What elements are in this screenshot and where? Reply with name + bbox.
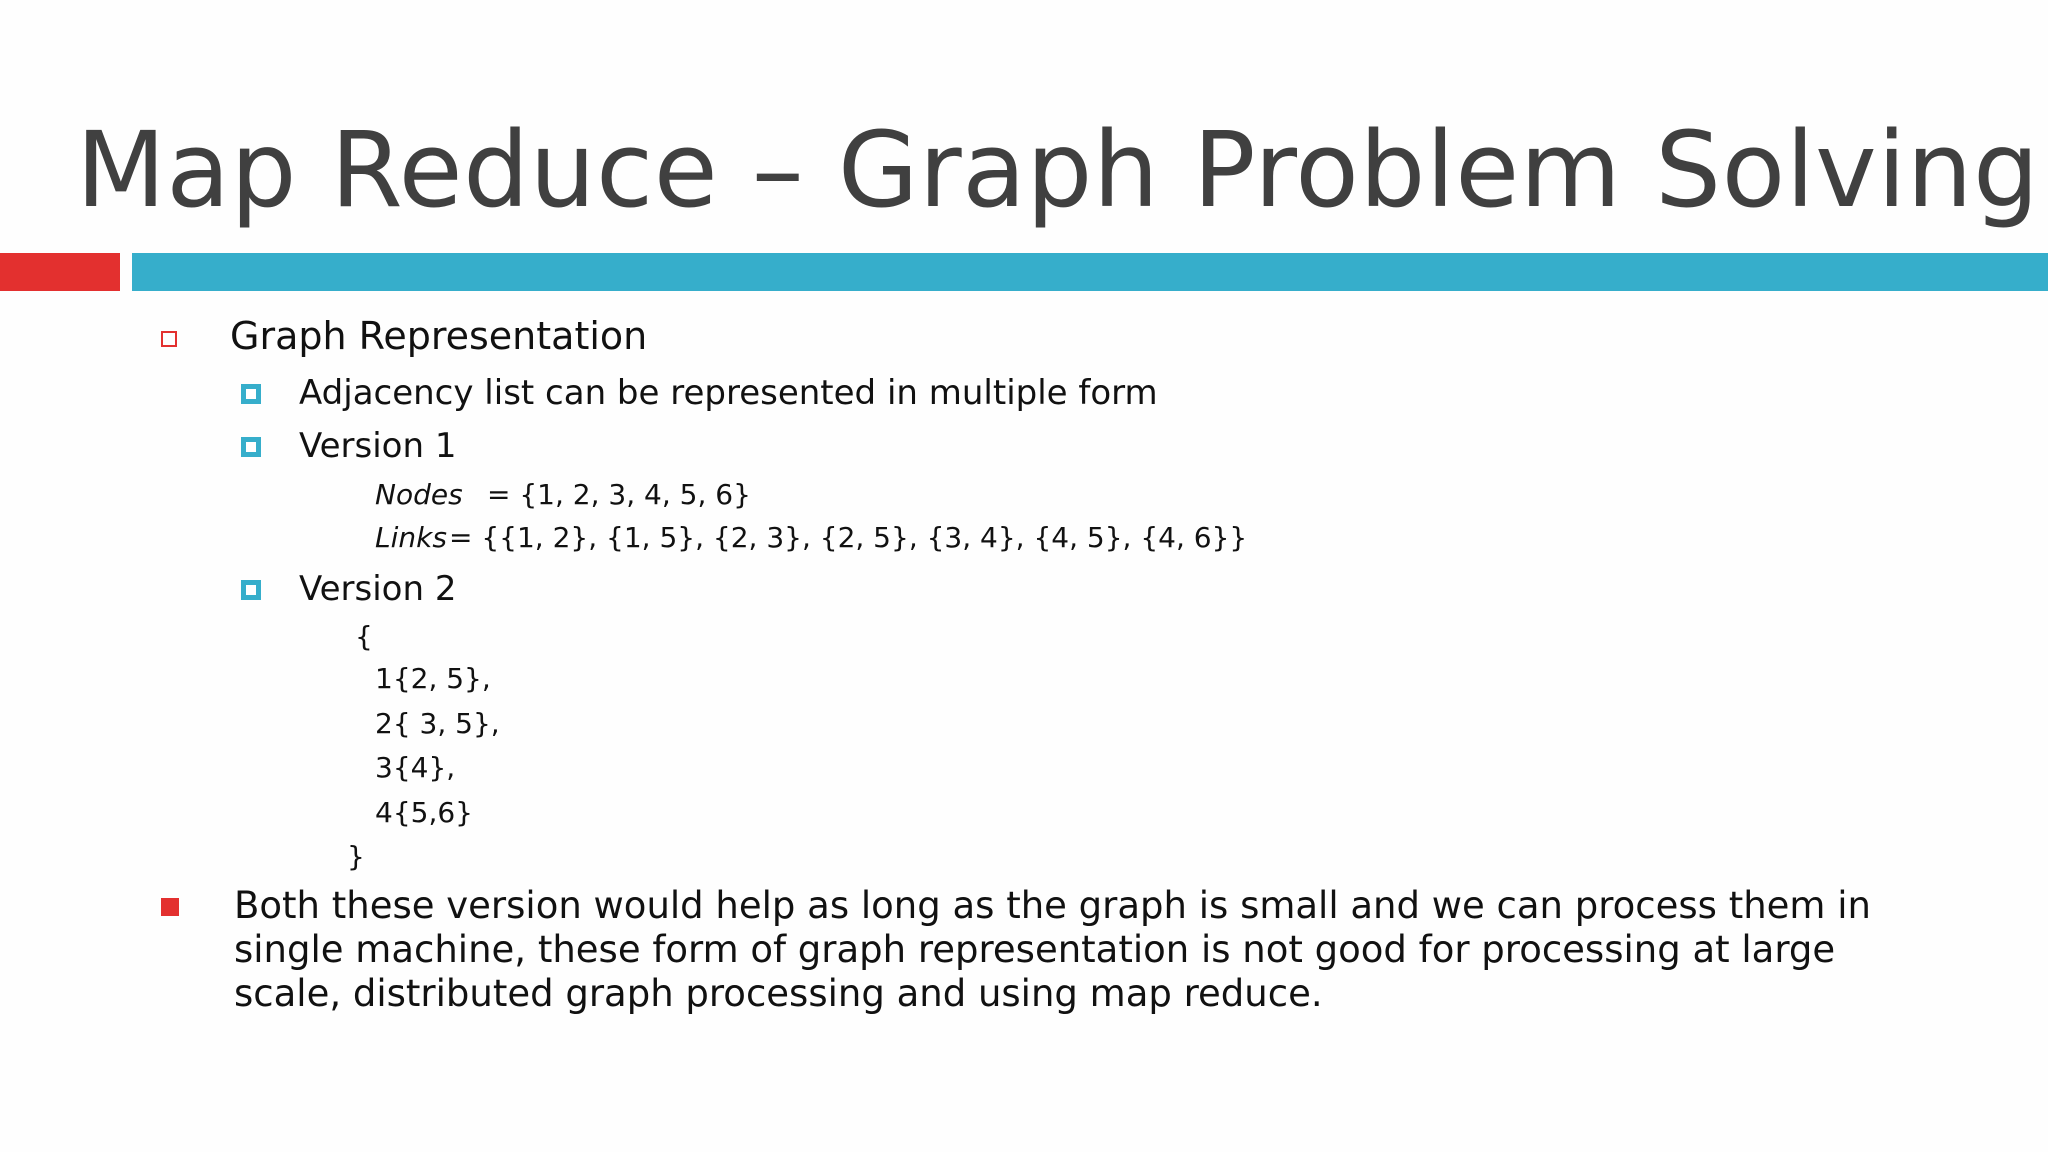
nodes-value: = {1, 2, 3, 4, 5, 6} xyxy=(487,478,751,511)
outline-square-bullet-icon xyxy=(161,331,177,347)
links-label: Links xyxy=(375,521,447,554)
bullet-adjacency-list: Adjacency list can be represented in multiple form xyxy=(299,373,1158,413)
version2-row-1: 1{2, 5}, xyxy=(375,662,491,695)
title-accent-red-bar xyxy=(0,253,120,291)
version2-row-3: 3{4}, xyxy=(375,751,456,784)
bullet-version-1: Version 1 xyxy=(299,426,457,466)
links-value: = {{1, 2}, {1, 5}, {2, 3}, {2, 5}, {3, 4}, {4, 5}, {4, 6}} xyxy=(449,521,1248,554)
red-square-bullet-icon xyxy=(161,898,179,916)
version2-close-brace: } xyxy=(347,840,365,873)
teal-square-bullet-icon xyxy=(241,384,261,404)
version2-row-2: 2{ 3, 5}, xyxy=(375,707,500,740)
version2-open-brace: { xyxy=(355,620,373,653)
teal-square-bullet-icon xyxy=(241,437,261,457)
bullet-version-2: Version 2 xyxy=(299,569,457,609)
nodes-label: Nodes xyxy=(375,478,463,511)
version2-row-4: 4{5,6} xyxy=(375,796,473,829)
conclusion-paragraph: Both these version would help as long as the graph is small and we can process them in single machine, these form of graph representation is not good for processing at large scale, distributed graph processing and using map reduce. xyxy=(234,884,1871,1015)
teal-square-bullet-icon xyxy=(241,580,261,600)
slide-title: Map Reduce – Graph Problem Solving xyxy=(76,109,2040,231)
title-accent-blue-bar xyxy=(132,253,2048,291)
bullet-graph-representation: Graph Representation xyxy=(230,314,648,358)
